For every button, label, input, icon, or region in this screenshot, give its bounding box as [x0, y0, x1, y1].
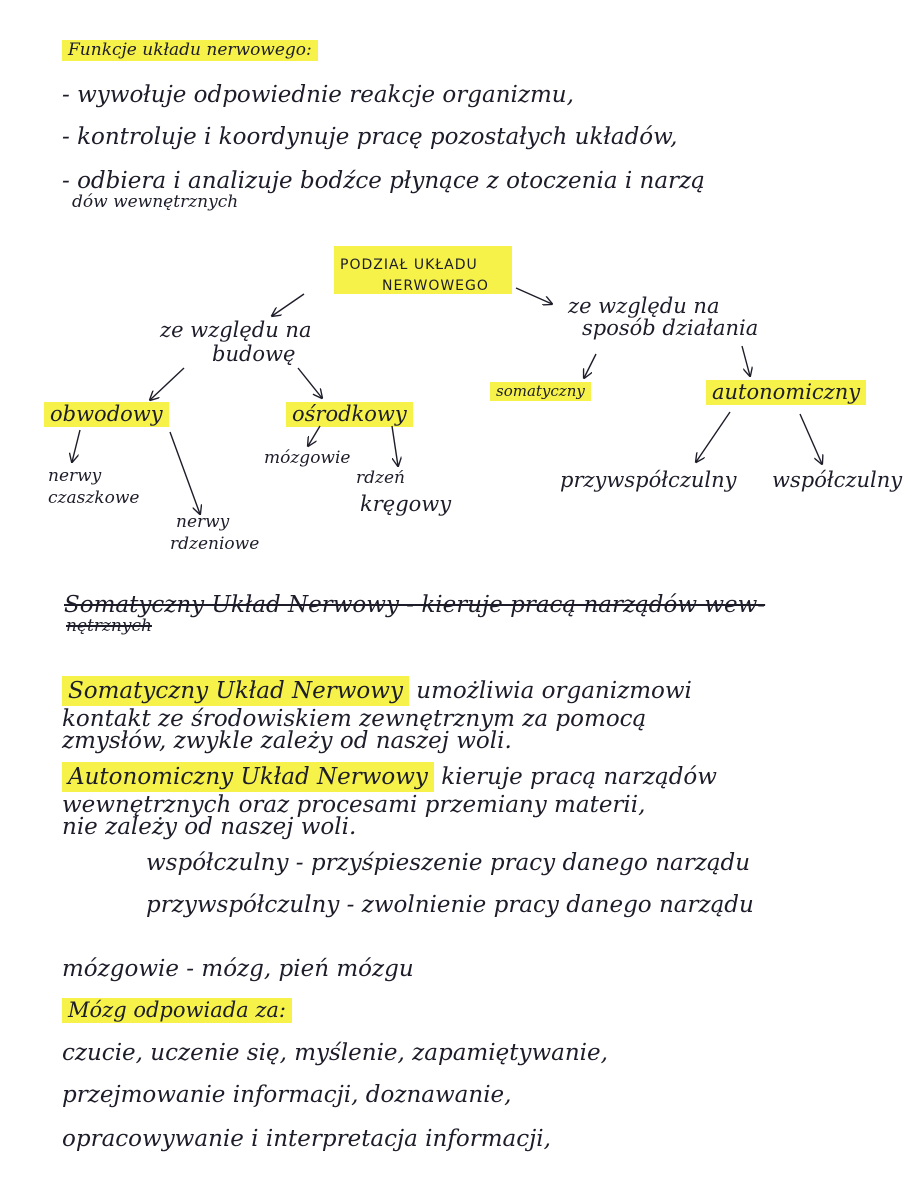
central-label: ośrodkowy: [286, 402, 413, 427]
diagram-root-line1: PODZIAŁ UKŁADU: [340, 257, 478, 273]
by-action-line2: sposób działania: [582, 316, 759, 340]
autonomic-definition-line3: nie zależy od naszej woli.: [62, 814, 357, 840]
somatic-definition-line2: kontakt ze środowiskiem zewnętrznym za pomocą: [62, 706, 647, 732]
arrow-peripheral-to-cranial: [72, 430, 80, 462]
diagram-root-line2: NERWOWEGO: [382, 278, 489, 294]
arrow-central-to-spinal-cord: [392, 426, 398, 466]
parasympathetic-definition: przywspółczulny - zwolnienie pracy danego narządu: [146, 892, 754, 918]
autonomic-term: Autonomiczny Układ Nerwowy: [62, 762, 434, 792]
somatic-label: somatyczny: [490, 382, 591, 401]
crossed-out-line2: nętrznych: [66, 616, 152, 636]
function-item-3-cont: dów wewnętrznych: [72, 192, 239, 212]
brain-functions-line3: opracowywanie i interpretacja informacji,: [62, 1126, 551, 1152]
arrow-structure-to-peripheral: [150, 368, 184, 400]
somatic-term: Somatyczny Układ Nerwowy: [62, 676, 409, 706]
brain-definition: mózgowie - mózg, pień mózgu: [62, 956, 414, 982]
somatic-definition-rest: umożliwia organizmowi: [416, 678, 692, 704]
autonomic-label: autonomiczny: [706, 380, 866, 405]
by-structure-line1: ze względu na: [160, 318, 312, 342]
arrow-autonomic-to-parasympathetic: [696, 412, 730, 462]
arrow-root-to-structure: [272, 294, 304, 316]
brain-part-label: mózgowie: [264, 448, 351, 468]
spinal-nerves-line2: rdzeniowe: [170, 534, 260, 554]
arrow-action-to-autonomic: [742, 346, 750, 376]
autonomic-definition-line2: wewnętrznych oraz procesami przemiany materii,: [62, 792, 646, 818]
spinal-nerves-line1: nerwy: [176, 512, 230, 532]
arrow-autonomic-to-sympathetic: [800, 414, 822, 464]
brain-functions-line1: czucie, uczenie się, myślenie, zapamiętywanie,: [62, 1040, 608, 1066]
peripheral-label: obwodowy: [44, 402, 169, 427]
spinal-cord-line2: kręgowy: [360, 492, 452, 516]
autonomic-definition-rest: kieruje pracą narządów: [441, 764, 717, 790]
spinal-cord-line1: rdzeń: [356, 468, 405, 488]
by-action-line1: ze względu na: [568, 294, 720, 318]
arrow-action-to-somatic: [584, 354, 596, 378]
function-item-1: - wywołuje odpowiednie reakcje organizmu,: [62, 82, 574, 108]
arrow-central-to-brain: [308, 426, 320, 446]
cranial-nerves-line2: czaszkowe: [48, 488, 140, 508]
arrow-structure-to-central: [298, 368, 322, 398]
parasympathetic-label: przywspółczulny: [560, 468, 737, 492]
function-item-3: - odbiera i analizuje bodźce płynące z otoczenia i narzą: [62, 168, 705, 194]
somatic-definition-line1: [62, 680, 692, 703]
functions-title: Funkcje układu nerwowego:: [62, 40, 318, 61]
autonomic-definition-line1: [62, 766, 717, 789]
by-structure-line2: budowę: [212, 342, 296, 366]
sympathetic-definition: współczulny - przyśpieszenie pracy danego narządu: [146, 850, 751, 876]
sympathetic-label: współczulny: [772, 468, 903, 492]
brain-functions-line2: przejmowanie informacji, doznawanie,: [62, 1082, 512, 1108]
arrow-peripheral-to-spinal-nerves: [170, 432, 200, 514]
function-item-2: - kontroluje i koordynuje pracę pozostałych układów,: [62, 124, 678, 150]
arrow-root-to-action: [516, 288, 552, 304]
somatic-definition-line3: zmysłów, zwykle zależy od naszej woli.: [62, 728, 512, 754]
cranial-nerves-line1: nerwy: [48, 466, 102, 486]
crossed-out-line1: Somatyczny Układ Nerwowy - kieruje pracą narządów wew-: [64, 592, 766, 618]
brain-title: Mózg odpowiada za:: [62, 998, 292, 1023]
